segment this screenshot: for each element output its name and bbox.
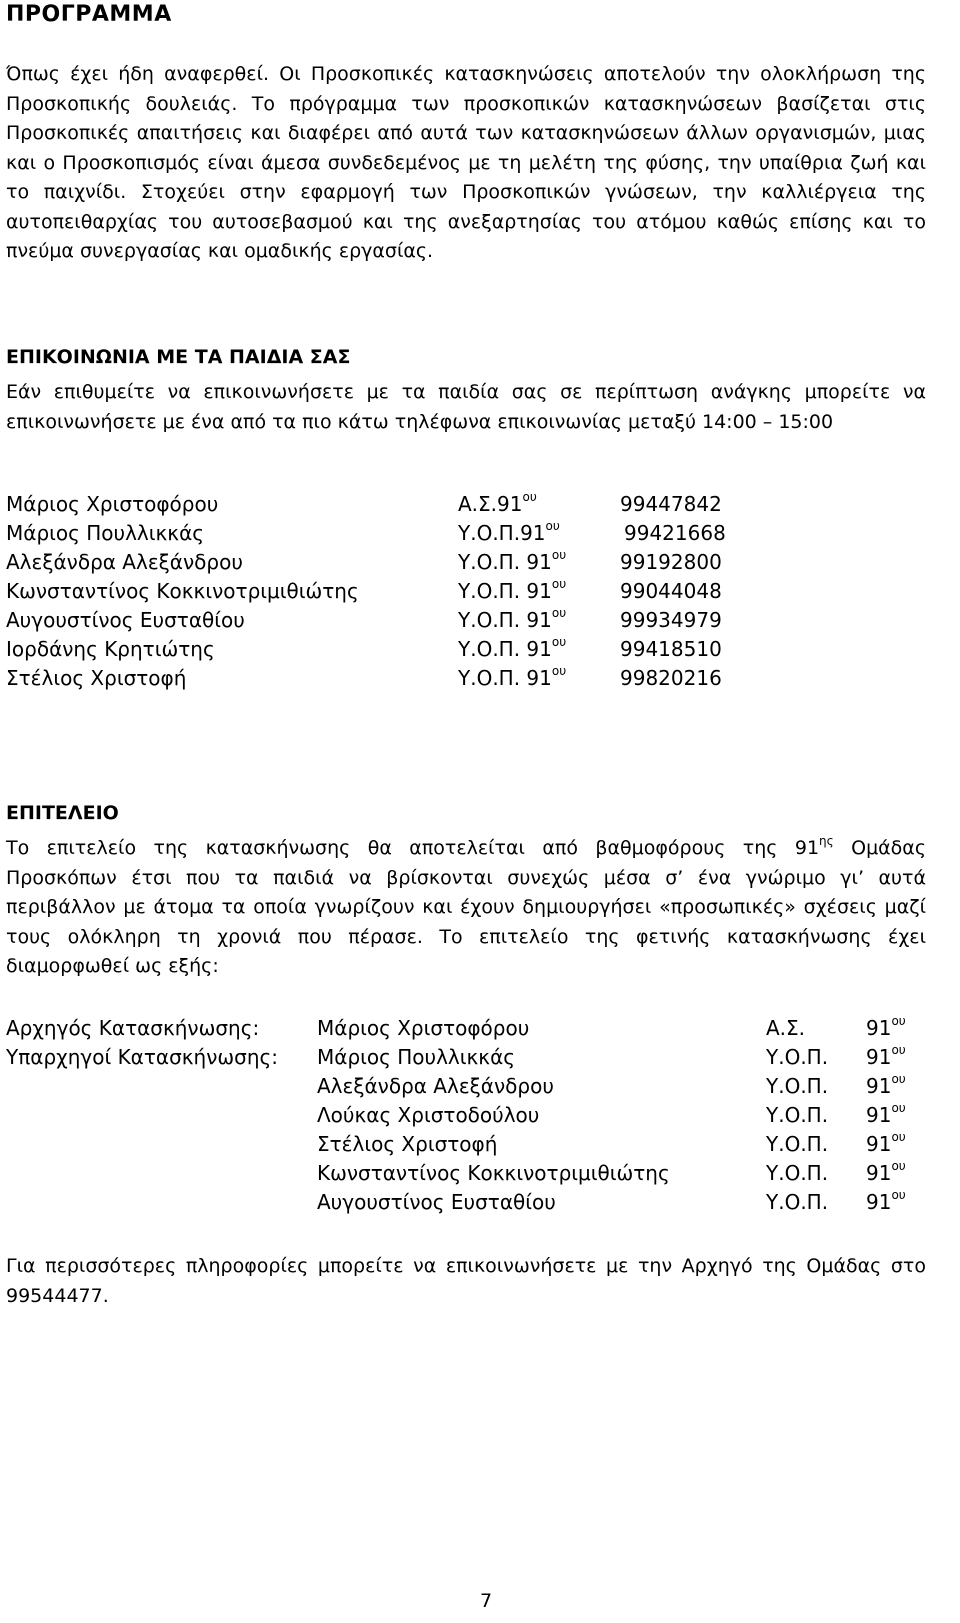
contact-paragraph: Εάν επιθυμείτε να επικοινωνήσετε με τα παιδία σας σε περίπτωση ανάγκης μπορείτε να επικοινωνήσετε με ένα από τα πιο κάτω τηλέφωνα επικοινωνίας μεταξύ 14:00 – 15:00 <box>6 381 926 433</box>
staff-group-number: $91^{o\upsilon}$ <box>866 1130 906 1156</box>
staff-group-number: $91^{o\upsilon}$ <box>866 1159 906 1185</box>
contact-name: Αλεξάνδρα Αλεξάνδρου <box>6 550 243 574</box>
contact-unit: Υ.Ο.Π. $91^{o\upsilon}$ <box>458 577 567 603</box>
contact-unit: Υ.Ο.Π. $91^{o\upsilon}$ <box>458 606 567 632</box>
contact-phone: 99192800 <box>620 550 722 574</box>
contact-phone: 99421668 <box>624 521 726 545</box>
staff-group-number: $91^{o\upsilon}$ <box>866 1072 906 1098</box>
contact-name: Μάριος Πουλλικκάς <box>6 521 205 545</box>
contact-unit: Υ.Ο.Π. $91^{o\upsilon}$ <box>458 548 567 574</box>
contact-phone: 99447842 <box>620 492 722 516</box>
staff-name: Στέλιος Χριστοφή <box>317 1132 498 1156</box>
contact-phone: 99418510 <box>620 637 722 661</box>
staff-unit: Υ.Ο.Π. <box>766 1045 829 1069</box>
page-number: 7 <box>480 1590 493 1612</box>
staff-role: Υπαρχηγοί Κατασκήνωσης: <box>6 1045 278 1069</box>
contact-name: Μάριος Χριστοφόρου <box>6 492 219 516</box>
staff-paragraph: Το επιτελείο της κατασκήνωσης θα αποτελείται από βαθμοφόρους της $91^{\eta\varsigma}$ Ομάδας Προσκόπων έτσι που τα παιδιά να βρίσκονται συνεχώς μέσα σ’ ένα γνώριμο γι’ αυτά περιβάλλον με άτομα τα οποία γνωρίζουν και έχουν δημιουργήσει «προσωπικές» σχέσεις μαζί τους ολόκληρη τη χρονιά που πέρασε. Το επιτελείο της φετινής κατασκήνωσης έχει διαμορφωθεί ως εξής: <box>6 833 926 977</box>
program-paragraph: Όπως έχει ήδη αναφερθεί. Οι Προσκοπικές κατασκηνώσεις αποτελούν την ολοκλήρωση της Προσκοπικής δουλειάς. Το πρόγραμμα των προσκοπικών κατασκηνώσεων βασίζεται στις Προσκοπικές απαιτήσεις και διαφέρει από αυτά των κατασκηνώσεων άλλων οργανισμών, μιας και ο Προσκοπισμός είναι άμεσα συνδεδεμένος με τη μελέτη της φύσης, την υπαίθρια ζωή και το παιχνίδι. Στοχεύει στην εφαρμογή των Προσκοπικών γνώσεων, την καλλιέργεια της αυτοπειθαρχίας του αυτοσεβασμού και της ανεξαρτησίας του ατόμου καθώς επίσης και το πνεύμα συνεργασίας και ομαδικής εργασίας. <box>6 63 926 262</box>
footer-paragraph: Για περισσότερες πληροφορίες μπορείτε να επικοινωνήσετε με την Αρχηγό της Ομάδας στο 99544477. <box>6 1255 926 1307</box>
staff-unit: Υ.Ο.Π. <box>766 1190 829 1214</box>
staff-role: Αρχηγός Κατασκήνωσης: <box>6 1016 260 1040</box>
contact-name: Ιορδάνης Κρητιώτης <box>6 637 215 661</box>
contact-name: Κωνσταντίνος Κοκκινοτριμιθιώτης <box>6 579 359 603</box>
program-title: ΠΡΟΓΡΑΜΜΑ <box>6 2 172 27</box>
staff-group-number: $91^{o\upsilon}$ <box>866 1101 906 1127</box>
contact-unit: $\Upsilon.O.\Pi.91^{o\upsilon}$ <box>458 519 560 545</box>
contact-unit: $A.\Sigma.91^{o\upsilon}$ <box>458 490 537 516</box>
staff-group-number: $91^{o\upsilon}$ <box>866 1014 906 1040</box>
staff-name: Μάριος Πουλλικκάς <box>317 1045 516 1069</box>
contact-name: Αυγουστίνος Ευσταθίου <box>6 608 245 632</box>
contact-unit: Υ.Ο.Π. $91^{o\upsilon}$ <box>458 664 567 690</box>
contact-heading: ΕΠΙΚΟΙΝΩΝΙΑ ΜΕ ΤΑ ΠΑΙΔΙΑ ΣΑΣ <box>6 346 351 368</box>
staff-heading: ΕΠΙΤΕΛΕΙΟ <box>6 802 119 824</box>
staff-name: Μάριος Χριστοφόρου <box>317 1016 530 1040</box>
staff-unit: Α.Σ. <box>766 1016 806 1040</box>
contact-phone: 99820216 <box>620 666 722 690</box>
contact-name: Στέλιος Χριστοφή <box>6 666 187 690</box>
staff-name: Αυγουστίνος Ευσταθίου <box>317 1190 556 1214</box>
staff-name: Κωνσταντίνος Κοκκινοτριμιθιώτης <box>317 1161 670 1185</box>
staff-unit: Υ.Ο.Π. <box>766 1074 829 1098</box>
contact-phone: 99044048 <box>620 579 722 603</box>
staff-name: Αλεξάνδρα Αλεξάνδρου <box>317 1074 554 1098</box>
contact-unit: Υ.Ο.Π. $91^{o\upsilon}$ <box>458 635 567 661</box>
staff-group-number: $91^{o\upsilon}$ <box>866 1188 906 1214</box>
staff-unit: Υ.Ο.Π. <box>766 1103 829 1127</box>
staff-name: Λούκας Χριστοδούλου <box>317 1103 540 1127</box>
contact-phone: 99934979 <box>620 608 722 632</box>
staff-unit: Υ.Ο.Π. <box>766 1161 829 1185</box>
staff-group-number: $91^{o\upsilon}$ <box>866 1043 906 1069</box>
staff-unit: Υ.Ο.Π. <box>766 1132 829 1156</box>
